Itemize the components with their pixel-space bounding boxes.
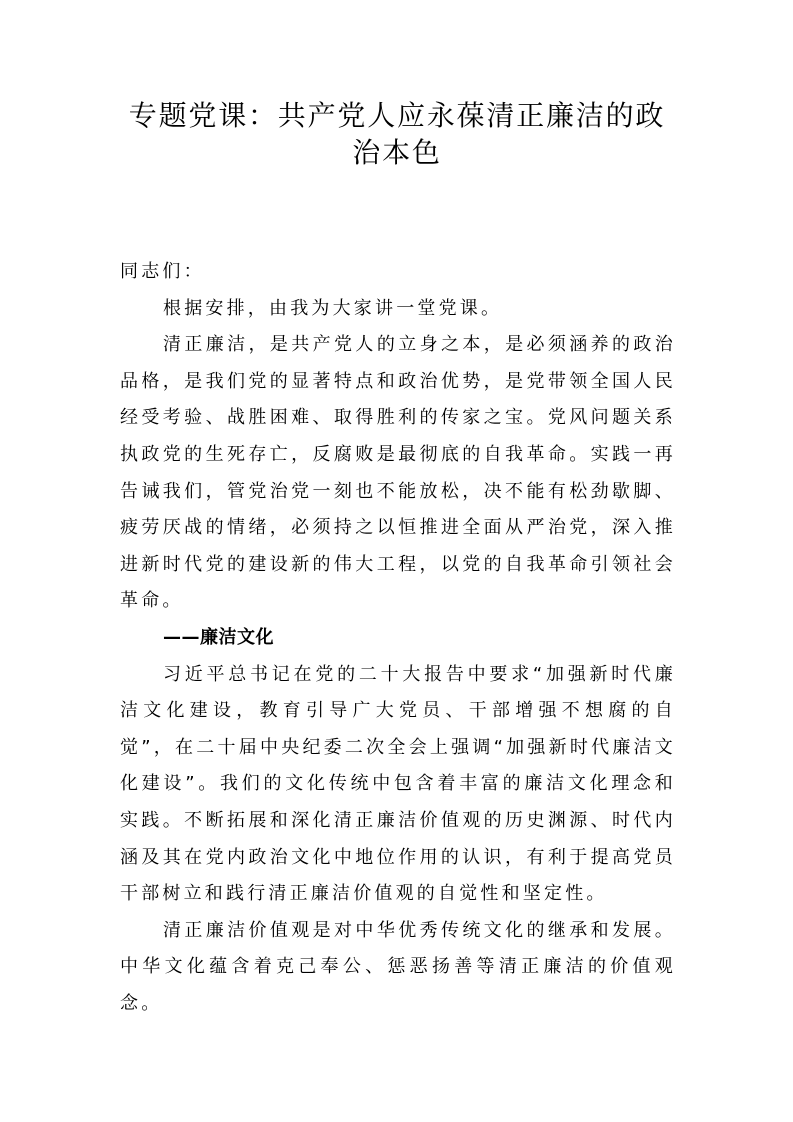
paragraph-integrity: 清正廉洁，是共产党人的立身之本，是必须涵养的政治品格，是我们党的显著特点和政治优势，是党带领全国人民经受考验、战胜困难、取得胜利的传家之宝。党风问题关系执政党的生死存亡，反腐败是最彻底的自我革命。实践一再告诫我们，管党治党一刻也不能放松，决不能有松劲歇脚、疲劳厌战的情绪，必须持之以恒推进全面从严治党，深入推进新时代党的建设新的伟大工程，以党的自我革命引领社会革命。 bbox=[120, 334, 676, 612]
paragraph-intro: 根据安排，由我为大家讲一堂党课。 bbox=[163, 297, 503, 319]
greeting: 同志们： bbox=[120, 261, 205, 282]
paragraph-values: 清正廉洁价值观是对中华优秀传统文化的继承和发展。中华文化蕴含着克己奉公、惩恶扬善等清正廉洁的价值观念。 bbox=[120, 919, 676, 1014]
section-heading: ——廉洁文化 bbox=[163, 626, 274, 648]
document-body bbox=[120, 254, 676, 1022]
paragraph-culture: 习近平总书记在党的二十大报告中要求“加强新时代廉洁文化建设，教育引导广大党员、干部增强不想腐的自觉”，在二十届中央纪委二次全会上强调“加强新时代廉洁文化建设”。我们的文化传统中包含着丰富的廉洁文化理念和实践。不断拓展和深化清正廉洁价值观的历史渊源、时代内涵及其在党内政治文化中地位作用的认识，有利于提高党员干部树立和践行清正廉洁价值观的自觉性和坚定性。 bbox=[120, 663, 676, 905]
document-title: 专题党课：共产党人应永葆清正廉洁的政治本色 bbox=[128, 99, 666, 169]
